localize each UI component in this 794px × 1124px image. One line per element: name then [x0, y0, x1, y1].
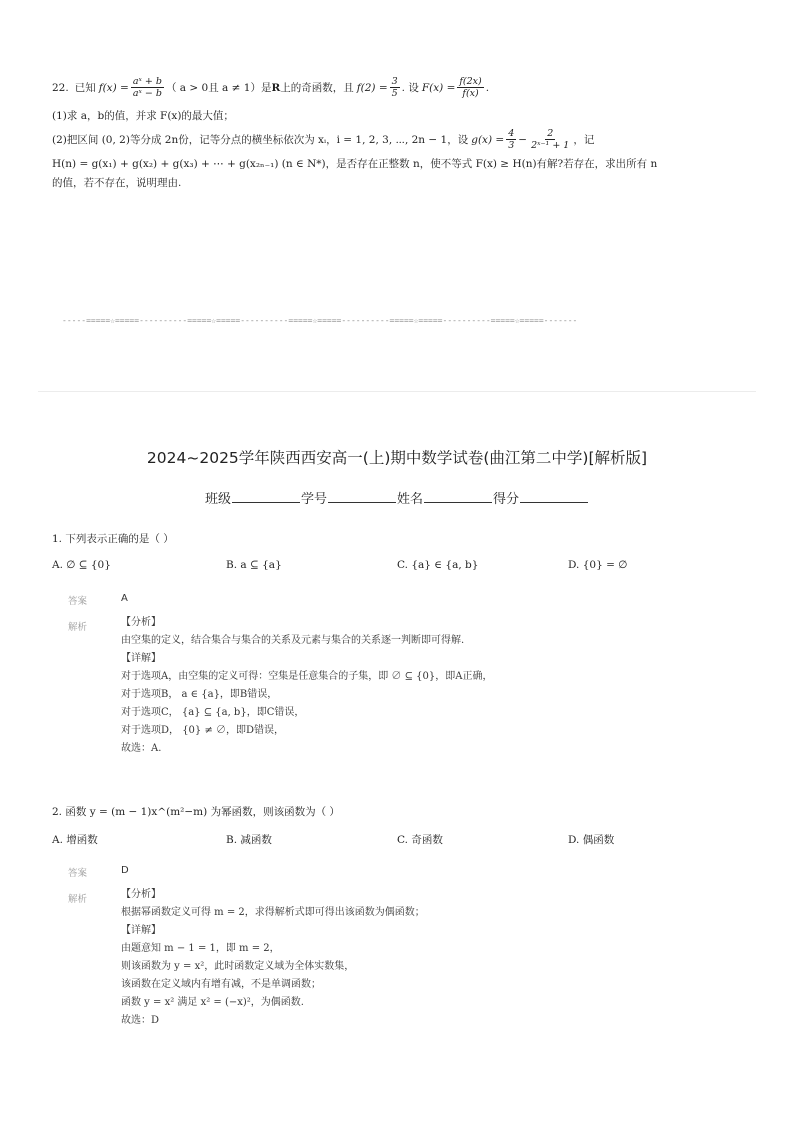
q22-fraction-3-5: $\frac{3}{5}$	[391, 76, 398, 99]
q22-fraction-4-3: $\frac{4}{3}$	[508, 128, 515, 151]
score-blank	[520, 490, 588, 503]
q1-analysis-label: 解析	[68, 622, 88, 633]
q1-analysis-line: 【详解】	[121, 653, 161, 664]
q1-analysis-line: 故选：A.	[121, 743, 162, 754]
student-info-line	[0, 488, 794, 507]
q22-part2-line3: 的值，若不存在，说明理由.	[52, 177, 182, 189]
q22-fraction-F: $\frac{f(2x)}{f(x)}$	[459, 76, 482, 99]
q2-analysis-line: 函数 y = x² 满足 x² = (−x)²，为偶函数.	[121, 997, 304, 1008]
q2-analysis-line: 该函数在定义域内有增有减，不是单调函数；	[121, 979, 321, 990]
q1-option-a: A. ∅ ⊆ {0}	[52, 559, 111, 571]
class-blank	[232, 490, 300, 503]
q22-part2-line2: H(n) = g(x₁) + g(x₂) + g(x₃) + ⋯ + g(x₂ₙ₋₁) (n ∈ N*)，是否存在正整数 n，使不等式 F(x) ≥ H(n)有解?若存在，求出所有 n	[52, 158, 658, 170]
page-title: 2024~2025学年陕西西安高一(上)期中数学试卷(曲江第二中学)[解析版]	[146, 449, 648, 467]
name-blank	[424, 490, 492, 503]
q2-analysis-line: 根据幂函数定义可得 m = 2，求得解析式即可得出该函数为偶函数；	[121, 907, 425, 918]
q1-analysis-line: 对于选项A，由空集的定义可得：空集是任意集合的子集，即 ∅ ⊆ {0}，即A正确，	[121, 671, 493, 682]
q2-analysis	[121, 886, 425, 1030]
q1-analysis-line: 【分析】	[121, 617, 161, 628]
q22-line1: 22. 已知 f(x) = $\frac{\text{aˣ + b}}{\text{aˣ − b}}$ （ a > 0且 a ≠ 1） 是 R 上的奇函数，且 f(2) = $\frac{3}{5}$ . 设 F(x) = $\frac{f(2x)}{f(x)}$ .	[52, 76, 490, 99]
id-label: 学号	[300, 492, 327, 507]
q1-analysis-line: 对于选项C， {a} ⊆ {a, b}，即C错误，	[121, 707, 305, 718]
q2-analysis-line: 则该函数为 y = x²，此时函数定义域为全体实数集，	[121, 961, 355, 972]
q1-answer: A	[121, 593, 128, 604]
q2-analysis-label: 解析	[68, 894, 88, 905]
q1-analysis-line: 由空集的定义，结合集合与集合的关系及元素与集合的关系逐一判断即可得解.	[121, 635, 465, 646]
id-blank	[328, 490, 396, 503]
q1-stem: 1. 下列表示正确的是（ ）	[52, 533, 174, 545]
q1-analysis-line: 对于选项B， a ∈ {a}，即B错误，	[121, 689, 278, 700]
q22-number: 22.	[52, 81, 69, 94]
q1-analysis-line: 对于选项D， {0} ≠ ∅，即D错误，	[121, 725, 285, 736]
score-label: 得分	[493, 492, 520, 507]
q2-option-a: A. 增函数	[52, 834, 98, 846]
q2-stem: 2. 函数 y = (m − 1)x^(m²−m) 为幂函数，则该函数为（ ）	[52, 806, 340, 818]
q22-part1: (1)求 a，b的值，并求 F(x)的最大值；	[52, 110, 234, 122]
q22-fraction-g: $\frac{2}{\text{2ˣ⁻¹ + 1}}$	[531, 128, 570, 151]
q1-analysis	[121, 614, 492, 758]
name-label: 姓名	[397, 492, 424, 507]
q1-option-b: B. a ⊆ {a}	[226, 559, 282, 571]
q1-option-d: D. {0} = ∅	[568, 559, 628, 571]
page-separator	[38, 391, 756, 392]
q22-fraction-f: $\frac{\text{aˣ + b}}{\text{aˣ − b}}$	[132, 76, 162, 99]
q2-analysis-line: 【详解】	[121, 925, 161, 936]
q2-option-b: B. 减函数	[226, 834, 272, 846]
q2-analysis-line: 故选：D	[121, 1015, 160, 1026]
q2-answer: D	[121, 865, 129, 876]
q2-option-c: C. 奇函数	[397, 834, 443, 846]
q1-option-c: C. {a} ∈ {a, b}	[397, 559, 479, 571]
q2-option-d: D. 偶函数	[568, 834, 615, 846]
class-label: 班级	[204, 492, 231, 507]
q22-part2-line1: (2)把区间 (0, 2)等分成 2n份，记等分点的横坐标依次为 xᵢ，i = 1, 2, 3, ⋯, 2n − 1，设 g(x) = $\frac{4}{3}$ − $\frac{2}{\text{2ˣ⁻¹ + 1}}$ ，记	[52, 128, 595, 151]
section-divider: -----=====☆=====----------=====☆=====----------=====☆=====----------=====☆=====----------=====☆=====-------	[62, 316, 578, 325]
q2-analysis-line: 【分析】	[121, 889, 161, 900]
q2-answer-label: 答案	[68, 868, 88, 879]
q2-analysis-line: 由题意知 m − 1 = 1，即 m = 2，	[121, 943, 280, 954]
q1-answer-label: 答案	[68, 596, 88, 607]
